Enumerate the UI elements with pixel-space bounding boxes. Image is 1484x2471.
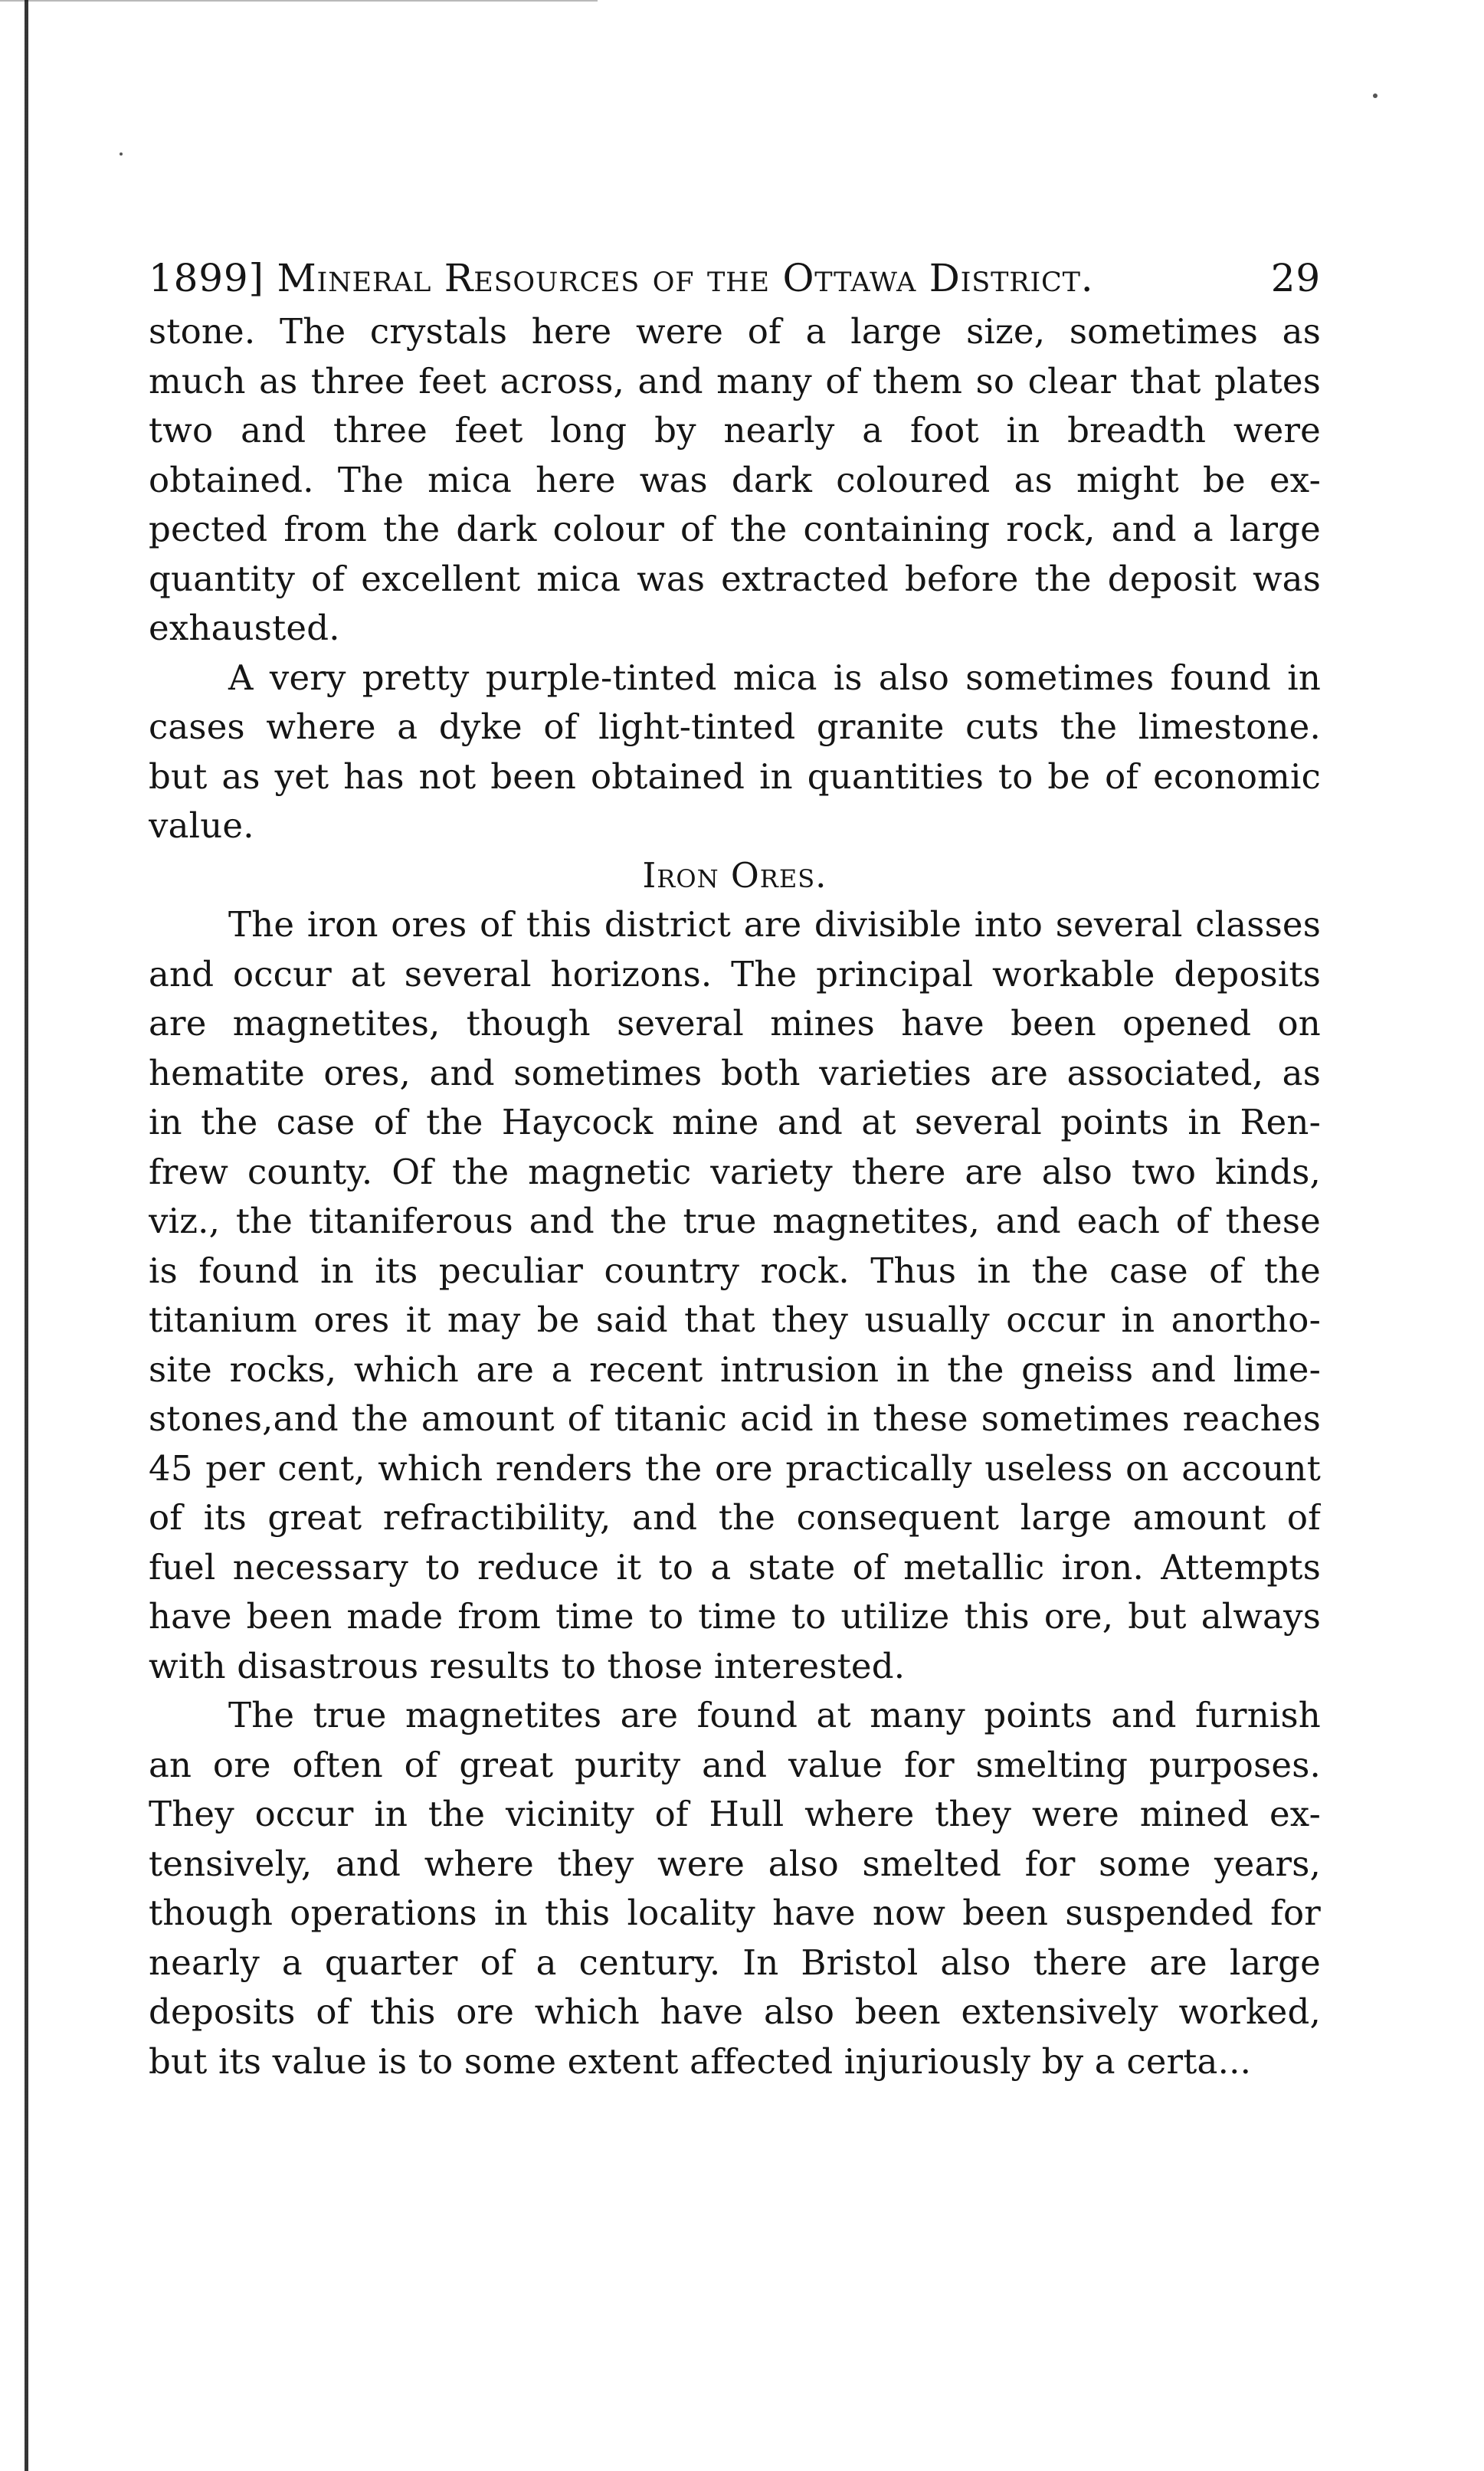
text-line: value. [149, 805, 254, 846]
text-line: viz., the titaniferous and the true magnetites, and each of these [149, 1201, 1321, 1241]
scan-top-rule [0, 0, 598, 2]
text-line: and occur at several horizons. The principal workable deposits [149, 953, 1321, 995]
text-line: have been made from time to time to utilize this ore, but always [149, 1596, 1321, 1637]
text-line: hematite ores, and sometimes both varieties are associated, as [149, 1052, 1321, 1093]
text-line: exhausted. [149, 608, 340, 648]
paragraph-continuation [149, 307, 1321, 654]
scan-left-edge [21, 0, 29, 2471]
text-line: cases where a dyke of light-tinted granite cuts the limestone. [149, 706, 1321, 747]
text-line: much as three feet across, and many of them so clear that plates [149, 360, 1321, 401]
text-line: A very pretty purple-tinted mica is also sometimes found in [228, 657, 1321, 698]
text-line: are magnetites, though several mines have been opened on [149, 1003, 1321, 1044]
text-line: titanium ores it may be said that they usually occur in anortho- [149, 1299, 1321, 1340]
paragraph-iron-ores [149, 900, 1321, 1691]
text-line: fuel necessary to reduce it to a state of metallic iron. Attempts [149, 1546, 1321, 1588]
text-line: pected from the dark colour of the containing rock, and a large [149, 509, 1321, 549]
text-line: but its value is to some extent affected injuriously by a certa... [149, 2040, 1252, 2082]
text-line: obtained. The mica here was dark coloured as might be ex- [149, 459, 1321, 500]
page-number: 29 [1270, 256, 1321, 300]
body-text [149, 307, 1321, 2086]
running-title: 1899] Mineral Resources of the Ottawa District. [149, 256, 1094, 300]
scan-speck [1373, 93, 1378, 98]
section-title: Iron Ores. [642, 854, 827, 896]
paragraph-true-magnetites [149, 1691, 1321, 2086]
text-line: tensively, and where they were also smelted for some years, [149, 1843, 1321, 1884]
text-line: quantity of excellent mica was extracted before the deposit was [149, 558, 1321, 599]
text-line: stone. The crystals here were of a large size, sometimes as [149, 311, 1321, 352]
paragraph-purple-mica [149, 654, 1321, 851]
text-line: nearly a quarter of a century. In Bristol also there are large [149, 1942, 1321, 1983]
text-line: frew county. Of the magnetic variety there are also two kinds, [149, 1151, 1321, 1192]
text-line: stones,and the amount of titanic acid in these sometimes reaches [149, 1398, 1321, 1439]
document-page [149, 249, 1321, 2086]
text-line: but as yet has not been obtained in quantities to be of economic [149, 755, 1321, 797]
text-line: They occur in the vicinity of Hull where they were mined ex- [149, 1794, 1321, 1834]
text-line: site rocks, which are a recent intrusion in the gneiss and lime- [149, 1349, 1321, 1390]
running-head [149, 249, 1321, 307]
text-line: The iron ores of this district are divisible into several classes [228, 904, 1321, 945]
text-line: of its great refractibility, and the consequent large amount of [149, 1497, 1321, 1538]
text-line: The true magnetites are found at many points and furnish [228, 1695, 1321, 1735]
text-line: in the case of the Haycock mine and at several points in Ren- [149, 1102, 1321, 1142]
text-line: deposits of this ore which have also been extensively worked, [149, 1991, 1321, 2032]
text-line: though operations in this locality have now been suspended for [149, 1893, 1321, 1933]
text-line: an ore often of great purity and value for smelting purposes. [149, 1744, 1321, 1785]
text-line: is found in its peculiar country rock. Thus in the case of the [149, 1250, 1321, 1291]
text-line: 45 per cent, which renders the ore practically useless on account [149, 1447, 1321, 1489]
text-line: with disastrous results to those interested. [149, 1645, 906, 1686]
scan-speck [120, 152, 123, 156]
text-line: two and three feet long by nearly a foot in breadth were [149, 410, 1321, 451]
